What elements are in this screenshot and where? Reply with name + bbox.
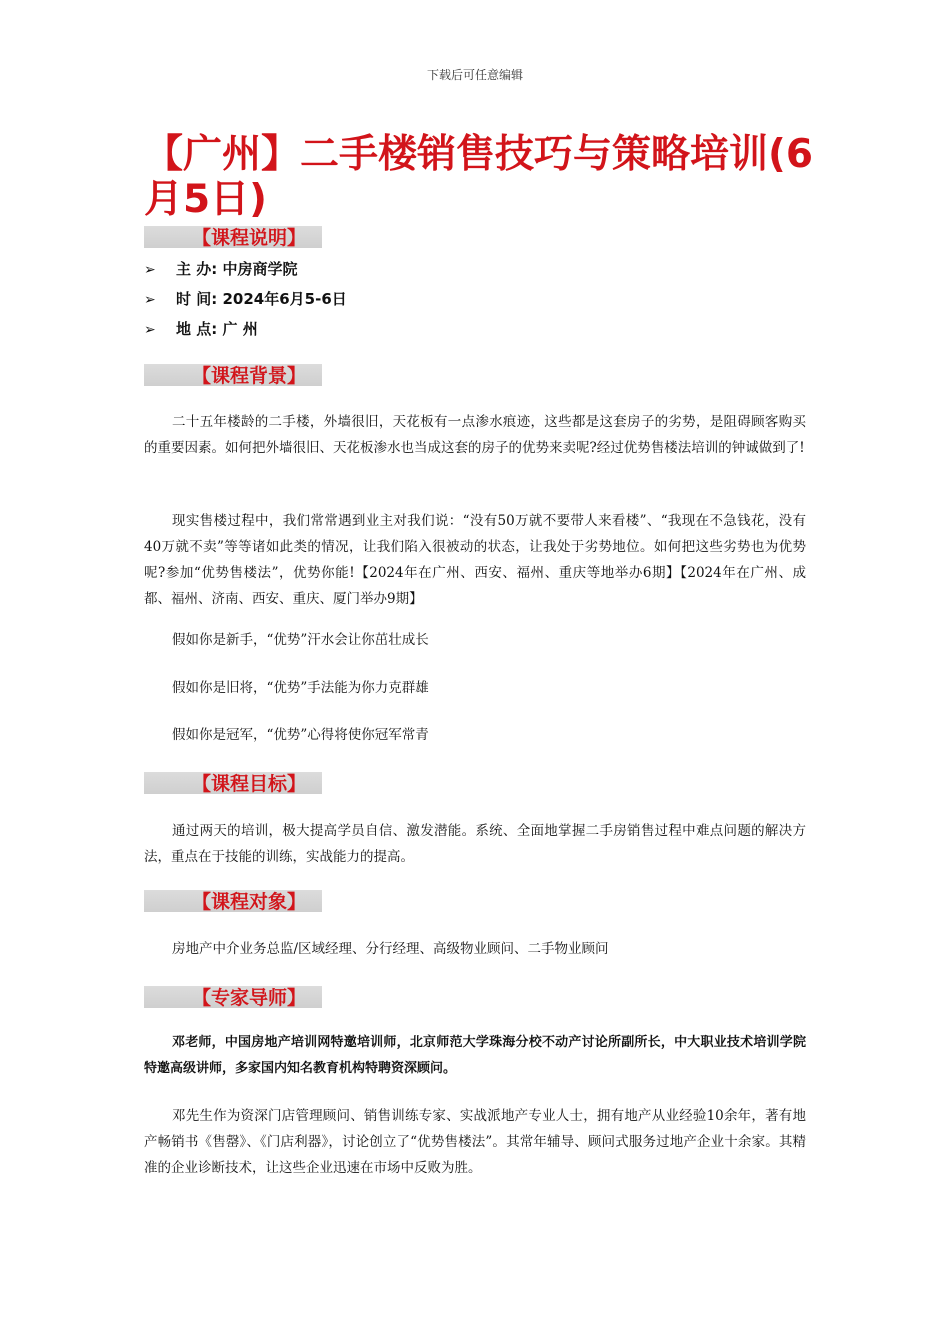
arrow-bullet-icon: ➢ [144, 292, 156, 308]
section-heading-goal [144, 772, 322, 794]
background-paragraph: 假如你是新手，“优势”汗水会让你茁壮成长 [172, 632, 429, 648]
background-paragraph: 假如你是冠军，“优势”心得将使你冠军常青 [172, 727, 429, 743]
expert-bio-paragraph: 邓先生作为资深门店管理顾问、销售训练专家、实战派地产专业人士，拥有地产从业经验10余年，著有地产畅销书《售罄》、《门店利器》，讨论创立了“优势售楼法”。其常年辅导、顾问式服务过地产企业十余家。其精准的企业诊断技术，让这些企业迅速在市场中反败为胜。 [144, 1108, 806, 1176]
info-value: 中房商学院 [222, 260, 298, 278]
info-row-organizer [144, 258, 297, 282]
section-heading-expert [144, 986, 322, 1008]
section-heading-label: 【课程目标】 [192, 773, 307, 795]
section-heading-label: 【课程背景】 [192, 365, 307, 387]
info-value: 2024年6月5-6日 [222, 290, 347, 308]
background-paragraph: 现实售楼过程中，我们常常遇到业主对我们说：“没有50万就不要带人来看楼”、“我现在不急钱花，没有40万就不卖”等等诸如此类的情况，让我们陷入很被动的状态，让我处于劣势地位。如何把这些劣势也为优势呢?参加“优势售楼法”，优势你能!【2024年在广州、西安、福州、重庆等地举办6期】【2024年在广州、成都、福州、济南、西安、重庆、厦门举办9期】 [144, 513, 806, 607]
section-heading-background [144, 364, 322, 386]
header-note: 下载后可任意编辑 [426, 68, 523, 82]
page-title: 【广州】二手楼销售技巧与策略培训(6月5日) [144, 132, 813, 222]
section-heading-label: 【专家导师】 [192, 987, 307, 1009]
background-paragraph: 二十五年楼龄的二手楼，外墙很旧，天花板有一点渗水痕迹，这些都是这套房子的劣势，是阻碍顾客购买的重要因素。如何把外墙很旧、天花板渗水也当成这套的房子的优势来卖呢?经过优势售楼法培训的钟诚做到了! [144, 414, 806, 456]
section-heading-label: 【课程对象】 [192, 891, 307, 913]
arrow-bullet-icon: ➢ [144, 322, 156, 338]
info-row-time [144, 288, 347, 312]
info-value: 广 州 [222, 320, 258, 338]
section-heading-course-description [144, 226, 322, 248]
goal-paragraph: 通过两天的培训，极大提高学员自信、激发潜能。系统、全面地掌握二手房销售过程中难点问题的解决方法，重点在于技能的训练，实战能力的提高。 [144, 823, 806, 865]
info-label: 主 办: [176, 260, 218, 278]
info-row-location [144, 318, 258, 342]
section-heading-label: 【课程说明】 [192, 227, 307, 249]
expert-intro-paragraph: 邓老师，中国房地产培训网特邀培训师，北京师范大学珠海分校不动产讨论所副所长，中大职业技术培训学院特邀高级讲师，多家国内知名教育机构特聘资深顾问。 [144, 1035, 806, 1076]
audience-paragraph: 房地产中介业务总监/区域经理、分行经理、高级物业顾问、二手物业顾问 [172, 941, 609, 957]
section-heading-audience [144, 890, 322, 912]
info-label: 地 点: [176, 320, 218, 338]
info-label: 时 间: [176, 290, 218, 308]
arrow-bullet-icon: ➢ [144, 262, 156, 278]
background-paragraph: 假如你是旧将，“优势”手法能为你力克群雄 [172, 680, 429, 696]
